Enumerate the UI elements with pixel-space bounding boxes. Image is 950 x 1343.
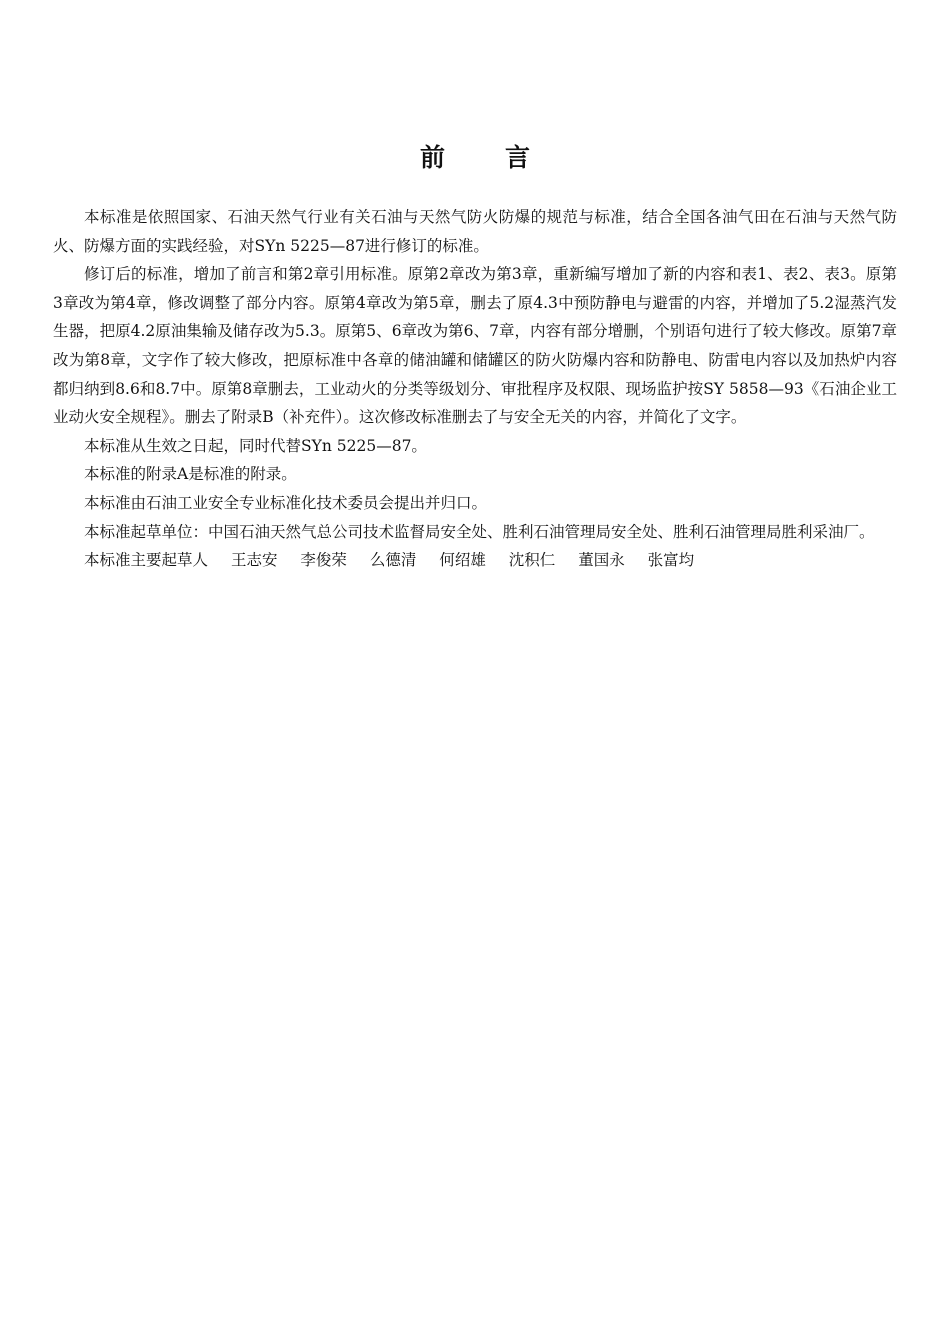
- drafters-label: 本标准主要起草人: [84, 551, 209, 570]
- paragraph-appendix: 本标准的附录A是标准的附录。: [84, 465, 297, 484]
- paragraph-drafting-units: 本标准起草单位：中国石油天然气总公司技术监督局安全处、胜利石油管理局安全处、胜利石油管理局胜利采油厂。: [84, 522, 875, 541]
- drafter-name: 李俊荣: [300, 551, 347, 570]
- drafter-name: 么德清: [369, 551, 417, 570]
- document-body: [53, 203, 897, 575]
- document-page: [53, 0, 897, 1343]
- paragraph-revisions: 修订后的标准，增加了前言和第2章引用标准。原第2章改为第3章，重新编写增加了新的内容和表1、表2、表3。原第3章改为第4章，修改调整了部分内容。原第4章改为第5章，删去了原4.3中预防静电与避雷的内容，并增加了5.2湿蒸汽发生器，把原4.2原油集输及储存改为5.3。原第5、6章改为第6、7章，内容有部分增删，个别语句进行了较大修改。原第7章改为第8章，文字作了较大修改，把原标准中各章的储油罐和储罐区的防火防爆内容和防静电、防雷电内容以及加热炉内容都归纳到8.6和8.7中。原第8章删去，工业动火的分类等级划分、审批程序及权限、现场监护按SY 5858—93《石油企业工业动火安全规程》。删去了附录B（补充件）。这次修改标准删去了与安全无关的内容，并简化了文字。: [53, 265, 897, 427]
- drafters-line: [53, 546, 897, 575]
- drafter-name: 何绍雄: [439, 551, 486, 570]
- paragraph-effective: 本标准从生效之日起，同时代替SYn 5225—87。: [84, 436, 427, 455]
- drafter-name: 张富均: [647, 551, 695, 570]
- drafter-name: 王志安: [230, 551, 278, 570]
- page-title: 前言: [419, 143, 590, 172]
- drafter-name: 董国永: [578, 551, 625, 570]
- drafter-name: 沈积仁: [508, 551, 556, 570]
- paragraph-proposer: 本标准由石油工业安全专业标准化技术委员会提出并归口。: [84, 493, 488, 512]
- paragraph-basis: 本标准是依照国家、石油天然气行业有关石油与天然气防火防爆的规范与标准，结合全国各油气田在石油与天然气防火、防爆方面的实践经验，对SYn 5225—87进行修订的标准。: [53, 208, 897, 255]
